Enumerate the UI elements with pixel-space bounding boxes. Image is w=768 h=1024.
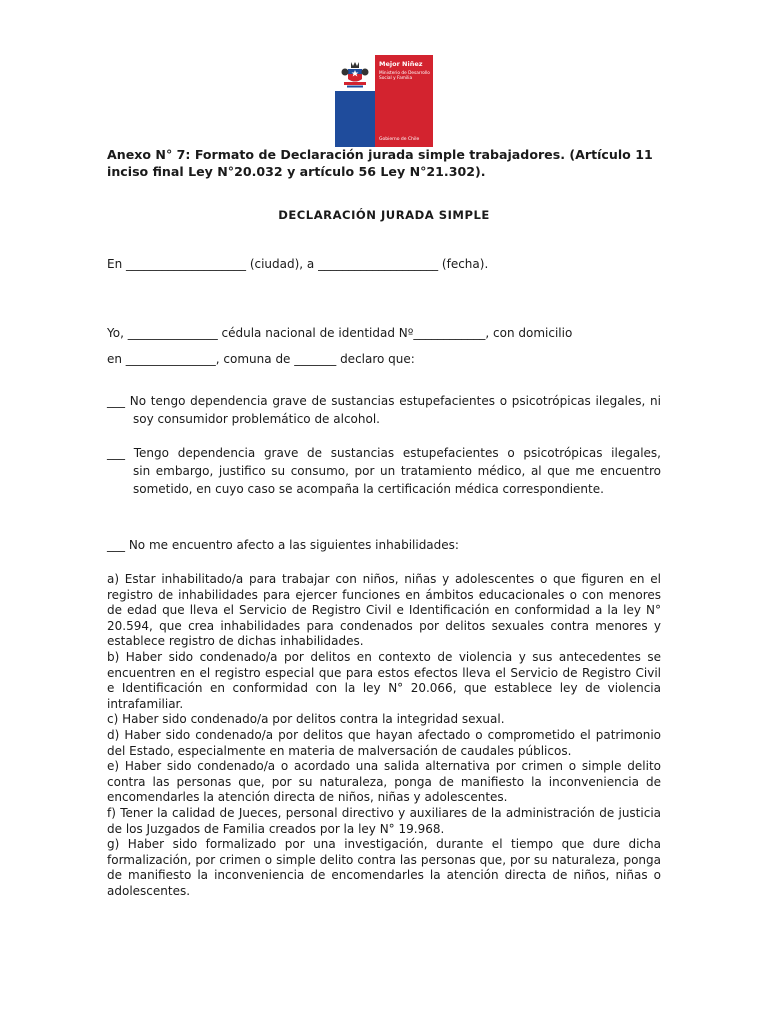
option-1-text: ___ No tengo dependencia grave de sustancias estupefacientes o psicotrópicas ilegales, ni soy consumidor problemático de alcohol. — [107, 394, 661, 426]
identity-line-2: en _______________, comuna de _______ declaro que: — [107, 352, 415, 366]
list-item: d) Haber sido condenado/a por delitos que hayan afectado o comprometido el patrimonio del Estado, especialmente en materia de malversación de caudales públicos. — [107, 727, 661, 758]
logo-government-name: Gobierno de Chile — [379, 137, 420, 142]
list-item: c) Haber sido condenado/a por delitos contra la integridad sexual. — [107, 712, 505, 727]
identity-line-1: Yo, _______________ cédula nacional de identidad Nº____________, con domicilio — [107, 326, 573, 340]
document-heading: Anexo N° 7: Formato de Declaración jurada simple trabajadores. (Artículo 11 inciso final Ley N°20.032 y artículo 56 Ley N°21.302). — [107, 147, 653, 179]
inhabilities-list — [107, 572, 661, 899]
coat-of-arms-icon — [338, 57, 372, 89]
government-logo — [335, 55, 433, 147]
list-item: a) Estar inhabilitado/a para trabajar con niños, niñas y adolescentes o que figuren en el registro de inhabilidades para ejercer funciones en ámbitos educacionales o con menores de edad que lleva el Servicio de Registro Civil e Identificación en conformidad a la ley N° 20.594, que crea inhabilidades para condenados por delitos sexuales contra menores y establece registro de dichas inhabilidades. — [107, 572, 661, 649]
list-item: g) Haber sido formalizado por una investigación, durante el tiempo que dure dicha formalización, por crimen o simple delito contra las personas que, por su naturaleza, ponga de manifiesto la inconveniencia de encomendarles la atención directa de niños, niñas o adolescentes. — [107, 837, 661, 898]
logo-red-band — [375, 55, 433, 147]
option-2-continuation: sin embargo, justifico su consumo, por un tratamiento médico, al que me encuentro sometido, en cuyo caso se acompaña la certificación médica correspondiente. — [133, 464, 661, 496]
declaration-option-no-inhabilities — [107, 536, 661, 554]
list-item: f) Tener la calidad de Jueces, personal directivo y auxiliares de la administración de justicia de los Juzgados de Familia creados por la ley N° 19.968. — [107, 805, 661, 836]
declaration-option-dependency — [107, 444, 661, 498]
declaration-option-no-dependency — [107, 392, 661, 428]
list-item: b) Haber sido condenado/a por delitos en contexto de violencia y sus antecedentes se encuentren en el registro especial que para estos efectos lleva el Servicio de Registro Civil e Identificación en conformidad con la ley N° 20.066, que establece ley de violencia intrafamiliar. — [107, 649, 661, 711]
option-3-text: ___ No me encuentro afecto a las siguientes inhabilidades: — [107, 538, 459, 552]
document-title: DECLARACIÓN JURADA SIMPLE — [278, 208, 490, 222]
list-item: e) Haber sido condenado/a o acordado una salida alternativa por crimen o simple delito contra las personas que, por su naturaleza, ponga de manifiesto la inconveniencia de encomendarles la atención directa de niños, niñas y adolescentes. — [107, 759, 661, 805]
logo-ministry-name: Ministerio de Desarrollo Social y Familia — [379, 71, 430, 82]
place-date-line: En ____________________ (ciudad), a ____________________ (fecha). — [107, 257, 489, 271]
logo-brand-name: Mejor Niñez — [379, 60, 423, 68]
option-2-first-line: ___ Tengo dependencia grave de sustancias estupefacientes o psicotrópicas ilegales, — [107, 446, 661, 460]
